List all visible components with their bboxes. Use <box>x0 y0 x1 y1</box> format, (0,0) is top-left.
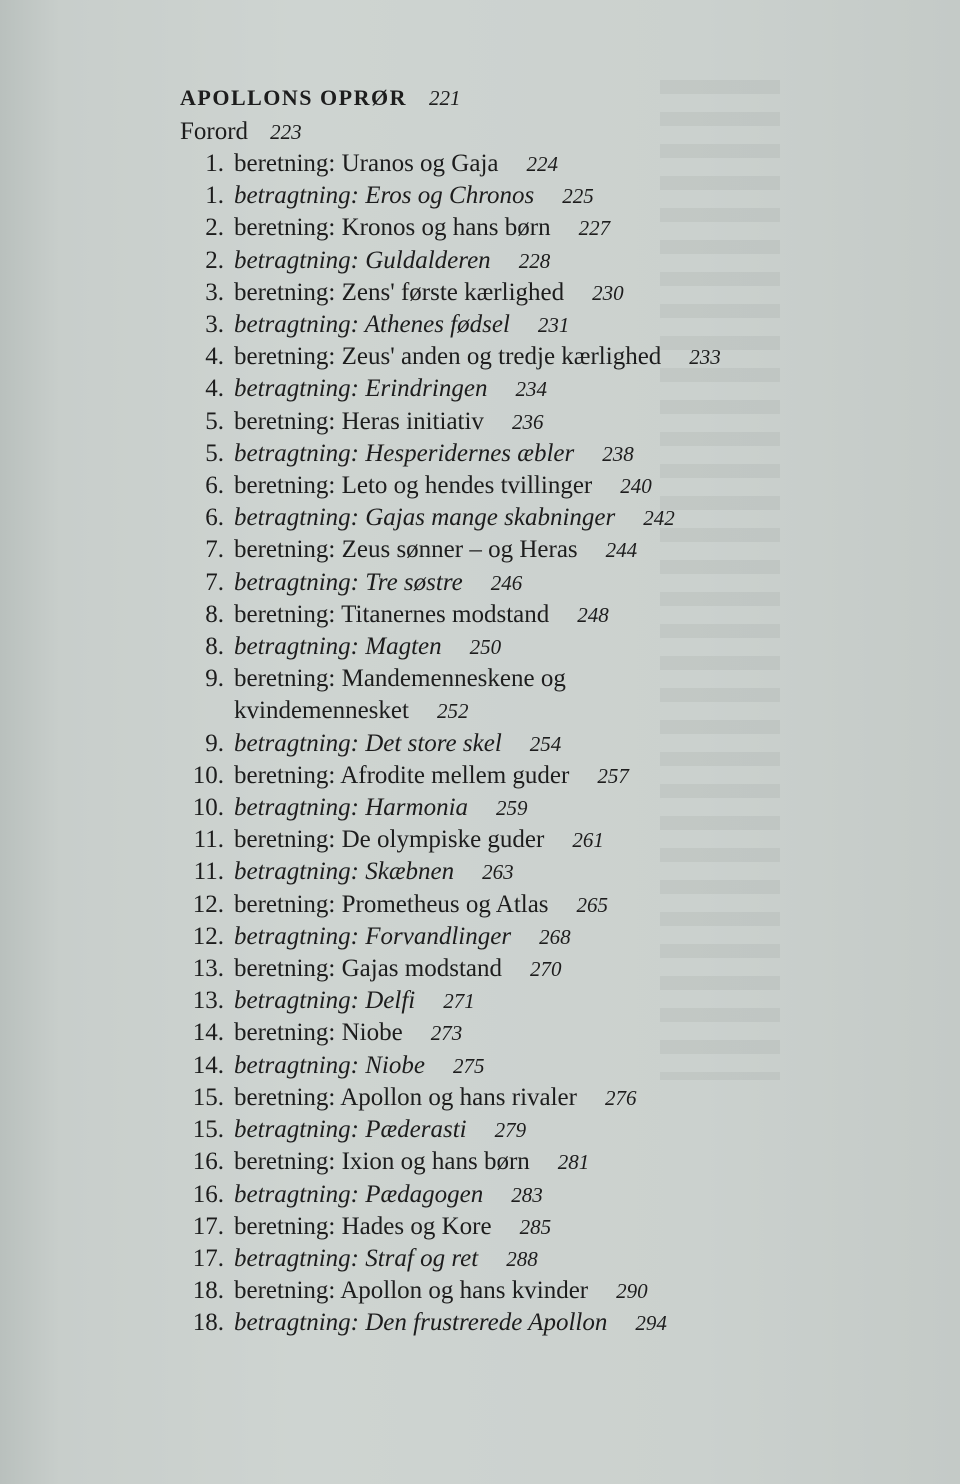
entry-title: betragtning: Athenes fødsel <box>234 311 510 339</box>
entry-title: beretning: Uranos og Gaja <box>234 150 499 177</box>
entry-title: betragtning: Gajas mange skabninger <box>234 504 616 532</box>
toc-entry <box>180 695 920 727</box>
entry-number: 4. <box>205 375 224 403</box>
entry-title: betragtning: Delfi <box>234 987 416 1015</box>
entry-page-number: 276 <box>604 1085 637 1110</box>
entry-title: betragtning: Guldalderen <box>234 246 491 274</box>
entry-title: beretning: Gajas modstand <box>234 955 502 983</box>
table-of-contents <box>180 80 920 1340</box>
entry-number: 1. <box>205 182 224 210</box>
entry-number: 8. <box>205 633 224 661</box>
entry-number: 16. <box>192 1180 224 1208</box>
entry-page-number: 225 <box>562 184 594 209</box>
toc-entry <box>180 1082 920 1114</box>
entry-number: 13. <box>192 955 224 983</box>
entry-title: beretning: Apollon og hans kvinder <box>234 1277 589 1305</box>
entry-number: 14. <box>192 1051 224 1079</box>
entry-page-number: 279 <box>494 1118 527 1143</box>
entry-number: 5. <box>205 407 224 435</box>
entry-page-number: 234 <box>515 377 547 402</box>
entry-page-number: 275 <box>452 1053 485 1078</box>
entry-page-number: 270 <box>530 957 562 982</box>
entry-page-number: 240 <box>620 474 652 499</box>
toc-entry <box>180 1017 920 1049</box>
toc-entry <box>180 502 920 534</box>
entry-number: 15. <box>192 1083 224 1111</box>
entry-title: beretning: Prometheus og Atlas <box>234 890 549 918</box>
entry-page-number: 227 <box>578 216 611 241</box>
toc-entry <box>180 567 920 599</box>
entry-title: betragtning: Den frustrerede Apollon <box>234 1309 608 1337</box>
entry-title: beretning: Ixion og hans børn <box>234 1148 530 1176</box>
entry-title: betragtning: Det store skel <box>234 729 502 757</box>
toc-entry <box>180 599 920 631</box>
entry-title: beretning: Hades og Kore <box>234 1212 492 1240</box>
section-page-number: 221 <box>428 86 461 110</box>
section-title: APOLLONS OPRØR <box>180 85 407 110</box>
entry-title: betragtning: Pæderasti <box>234 1116 467 1144</box>
entry-title: beretning: Kronos og hans børn <box>234 214 551 242</box>
entry-title: kvindemennesket <box>234 697 409 725</box>
entry-page-number: 261 <box>572 828 604 853</box>
toc-entry <box>180 277 920 309</box>
entry-page-number: 233 <box>689 345 721 370</box>
entry-page-number: 290 <box>616 1279 648 1304</box>
entry-number: 11. <box>193 858 224 886</box>
entry-number: 3. <box>205 311 224 339</box>
entry-number: 1. <box>205 150 224 177</box>
toc-entry <box>180 631 920 663</box>
entry-number: 16. <box>192 1148 224 1176</box>
entry-page-number: 263 <box>482 860 514 885</box>
entry-number: 4. <box>205 343 224 371</box>
entry-page-number: 231 <box>537 313 570 338</box>
entry-page-number: 273 <box>430 1021 463 1046</box>
toc-entry <box>180 1114 920 1146</box>
entry-page-number: 283 <box>511 1182 543 1207</box>
toc-entry <box>180 1211 920 1243</box>
entry-page-number: 285 <box>519 1214 552 1239</box>
toc-entry <box>180 341 920 373</box>
entry-number: 17. <box>192 1244 224 1272</box>
entry-number: 7. <box>205 536 224 564</box>
toc-entry <box>180 1275 920 1307</box>
entry-number: 10. <box>192 794 224 822</box>
entry-page-number: 252 <box>436 699 469 724</box>
entry-title: beretning: Zeus sønner – og Heras <box>234 536 578 564</box>
entry-page-number: 271 <box>443 989 475 1014</box>
entry-number: 14. <box>192 1019 224 1047</box>
entry-title: beretning: Apollon og hans rivaler <box>234 1083 577 1111</box>
toc-entry <box>180 1243 920 1275</box>
entry-number: 6. <box>205 472 224 500</box>
entry-number: 7. <box>205 568 224 596</box>
entry-page-number: 257 <box>597 763 629 788</box>
entry-title: beretning: Mandemenneskene og <box>234 665 566 693</box>
toc-entry <box>180 438 920 470</box>
foreword-label: Forord <box>180 118 249 145</box>
entry-title: betragtning: Tre søstre <box>234 568 463 596</box>
entry-page-number: 236 <box>511 409 544 434</box>
entry-page-number: 224 <box>526 152 559 176</box>
entry-page-number: 228 <box>518 248 551 273</box>
entry-title: betragtning: Erindringen <box>234 375 488 403</box>
entry-title: beretning: Heras initiativ <box>234 407 484 435</box>
toc-entry <box>180 824 920 856</box>
entry-number: 8. <box>205 600 224 628</box>
entry-title: betragtning: Eros og Chronos <box>234 182 535 210</box>
toc-entry <box>180 212 920 244</box>
entry-title: beretning: De olympiske guder <box>234 826 545 854</box>
entry-number: 9. <box>205 729 224 757</box>
entry-page-number: 259 <box>496 796 528 821</box>
toc-entry <box>180 921 920 953</box>
toc-entry <box>180 1050 920 1082</box>
entry-title: betragtning: Magten <box>234 633 442 661</box>
entry-number: 9. <box>205 665 224 693</box>
entry-page-number: 238 <box>602 441 634 466</box>
toc-entry <box>180 1146 920 1178</box>
toc-entry <box>180 180 920 212</box>
entry-page-number: 294 <box>635 1311 667 1336</box>
entry-title: beretning: Zens' første kærlighed <box>234 278 565 306</box>
entry-page-number: 244 <box>605 538 638 563</box>
entry-list <box>180 148 920 1340</box>
toc-entry <box>180 728 920 760</box>
section-heading <box>180 80 920 116</box>
entry-number: 12. <box>192 922 224 950</box>
toc-entry <box>180 985 920 1017</box>
entry-title: beretning: Afrodite mellem guder <box>234 761 570 789</box>
entry-title: beretning: Leto og hendes tvillinger <box>234 472 593 500</box>
entry-number: 13. <box>192 987 224 1015</box>
entry-number: 2. <box>205 246 224 274</box>
entry-title: betragtning: Skæbnen <box>234 858 455 886</box>
entry-title: betragtning: Harmonia <box>234 794 469 822</box>
toc-entry <box>180 373 920 405</box>
entry-page-number: 250 <box>469 635 502 660</box>
entry-page-number: 246 <box>490 570 523 595</box>
toc-entry <box>180 663 920 695</box>
toc-entry <box>180 245 920 277</box>
toc-entry <box>180 406 920 438</box>
entry-page-number: 230 <box>592 280 624 305</box>
entry-page-number: 248 <box>577 602 609 627</box>
entry-page-number: 242 <box>643 506 675 531</box>
entry-title: betragtning: Niobe <box>234 1051 425 1079</box>
foreword-page-number: 223 <box>270 120 302 144</box>
entry-number: 12. <box>192 890 224 918</box>
toc-entry <box>180 1307 920 1339</box>
entry-number: 2. <box>205 214 224 242</box>
entry-number: 3. <box>205 278 224 306</box>
entry-number: 17. <box>192 1212 224 1240</box>
entry-number: 6. <box>205 504 224 532</box>
entry-number: 18. <box>192 1277 224 1305</box>
entry-title: betragtning: Straf og ret <box>234 1244 479 1272</box>
toc-entry <box>180 953 920 985</box>
entry-number: 10. <box>192 761 224 789</box>
entry-title: beretning: Zeus' anden og tredje kærlighed <box>234 343 662 371</box>
entry-number: 5. <box>205 439 224 467</box>
entry-page-number: 281 <box>557 1150 590 1175</box>
foreword-entry <box>180 116 920 148</box>
toc-entry <box>180 309 920 341</box>
entry-title: beretning: Titanernes modstand <box>234 600 550 628</box>
entry-page-number: 288 <box>506 1246 538 1271</box>
toc-entry <box>180 889 920 921</box>
entry-title: betragtning: Forvandlinger <box>234 922 512 950</box>
toc-entry <box>180 148 920 180</box>
entry-title: betragtning: Pædagogen <box>234 1180 484 1208</box>
entry-title: betragtning: Hesperidernes æbler <box>234 439 575 467</box>
toc-entry <box>180 792 920 824</box>
entry-number: 18. <box>192 1309 224 1337</box>
entry-page-number: 265 <box>576 892 609 917</box>
entry-page-number: 254 <box>529 731 562 756</box>
toc-entry <box>180 1179 920 1211</box>
toc-entry <box>180 856 920 888</box>
entry-number: 15. <box>192 1116 224 1144</box>
toc-entry <box>180 534 920 566</box>
entry-title: beretning: Niobe <box>234 1019 403 1047</box>
entry-number: 11. <box>193 826 224 854</box>
toc-entry <box>180 760 920 792</box>
toc-entry <box>180 470 920 502</box>
entry-page-number: 268 <box>539 924 571 949</box>
